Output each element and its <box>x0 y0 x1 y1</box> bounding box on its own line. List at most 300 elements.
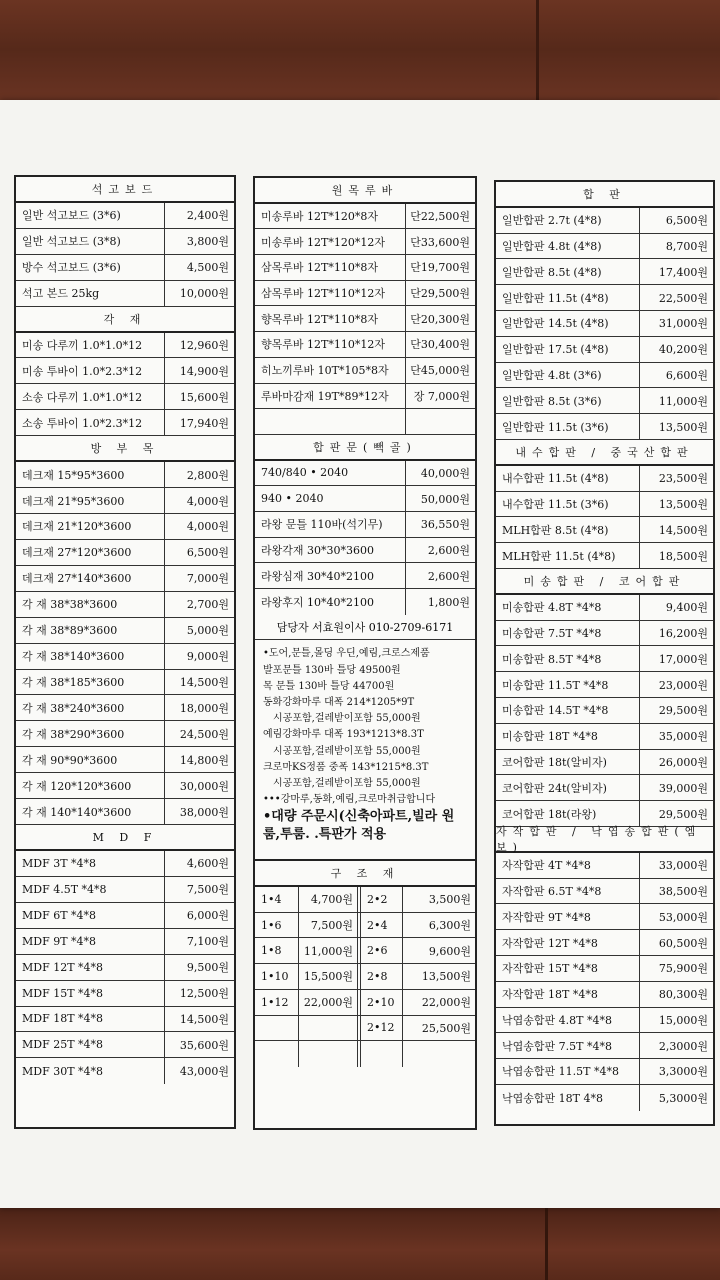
price-row <box>255 332 475 358</box>
price-row <box>496 956 713 982</box>
price-row <box>16 670 234 696</box>
item-name: 데크재 21*95*3600 <box>22 494 125 508</box>
price-row <box>255 281 475 307</box>
price-row <box>16 903 234 929</box>
item-name: 자작합판 12T *4*8 <box>502 936 598 950</box>
price-row <box>496 466 713 492</box>
lumber-price <box>299 1041 361 1067</box>
item-price: 6,000원 <box>164 903 234 928</box>
item-price: 43,000원 <box>164 1058 234 1084</box>
item-name: MDF 12T *4*8 <box>22 960 104 974</box>
item-price: 17,940원 <box>164 410 234 435</box>
price-row <box>16 203 234 229</box>
item-price: 14,500원 <box>639 517 713 542</box>
price-row <box>496 285 713 311</box>
item-name: 일반합판 17.5t (4*8) <box>502 343 609 357</box>
structural-row <box>255 887 475 913</box>
price-row <box>255 306 475 332</box>
item-price: 2,700원 <box>164 592 234 617</box>
price-row <box>16 851 234 877</box>
item-price: 16,200원 <box>639 621 713 646</box>
price-row <box>16 229 234 255</box>
item-price: 단19,700원 <box>405 255 475 280</box>
item-price: 7,000원 <box>164 566 234 591</box>
item-price: 22,500원 <box>639 285 713 310</box>
price-row <box>255 204 475 230</box>
contact-row <box>255 615 475 641</box>
lumber-size <box>255 1016 299 1041</box>
price-row <box>496 311 713 337</box>
price-column-left <box>14 175 236 1129</box>
price-row <box>16 721 234 747</box>
item-price: 5,3000원 <box>639 1085 713 1111</box>
lumber-size: 2•2 <box>361 887 403 912</box>
item-price: 80,300원 <box>639 982 713 1007</box>
item-price: 14,800원 <box>164 747 234 772</box>
item-name: 일반 석고보드 (3*8) <box>22 235 121 249</box>
price-row <box>16 566 234 592</box>
structural-row <box>255 913 475 939</box>
item-price: 14,500원 <box>164 670 234 695</box>
section-header: 미송합판 / 코어합판 <box>496 569 713 595</box>
section-header: 내수합판 / 중국산합판 <box>496 440 713 466</box>
item-price: 2,3000원 <box>639 1033 713 1058</box>
item-price: 38,500원 <box>639 879 713 904</box>
item-name: 일반합판 4.8t (4*8) <box>502 239 602 253</box>
price-row <box>496 982 713 1008</box>
price-row <box>496 414 713 440</box>
item-name: MDF 18T *4*8 <box>22 1012 104 1026</box>
item-name: 라왕 문틀 110바(석기무) <box>261 518 383 532</box>
section-header: 방 부 목 <box>16 436 234 462</box>
lumber-price: 4,700원 <box>299 887 361 912</box>
price-row <box>496 517 713 543</box>
item-price: 26,000원 <box>639 750 713 775</box>
item-name: 각 재 38*38*3600 <box>22 598 118 612</box>
price-row <box>496 363 713 389</box>
item-name: 낙엽송합판 4.8T *4*8 <box>502 1013 612 1027</box>
item-name: 각 재 38*240*3600 <box>22 701 125 715</box>
section-header: 원목루바 <box>255 178 475 204</box>
item-name: 히노끼루바 10T*105*8자 <box>261 364 389 378</box>
item-price: 7,100원 <box>164 929 234 954</box>
price-row <box>16 747 234 773</box>
item-name: 자작합판 9T *4*8 <box>502 910 591 924</box>
price-row <box>16 358 234 384</box>
item-name: 코어합판 18t(라왕) <box>502 807 597 821</box>
section-header: M D F <box>16 825 234 851</box>
item-price: 30,000원 <box>164 773 234 798</box>
price-row <box>16 981 234 1007</box>
bulk-order-note: •대량 주문시(신축아파트,빌라 원룸,투룸. .특판가 적용 <box>263 809 455 843</box>
item-price: 단22,500원 <box>405 204 475 229</box>
item-name: 데크재 21*120*3600 <box>22 520 132 534</box>
price-row <box>496 595 713 621</box>
item-price: 2,600원 <box>405 563 475 588</box>
note-line: 발포문틀 130바 틀당 49500원 <box>263 664 401 676</box>
section-header: 합 판 <box>496 182 713 208</box>
item-price: 3,3000원 <box>639 1059 713 1084</box>
item-name: 낙엽송합판 7.5T *4*8 <box>502 1039 612 1053</box>
wood-seam <box>536 0 539 110</box>
price-row <box>16 1007 234 1033</box>
price-row <box>16 955 234 981</box>
price-row <box>496 750 713 776</box>
item-name: 미송합판 4.8T *4*8 <box>502 601 602 615</box>
price-row <box>255 486 475 512</box>
price-row <box>255 384 475 410</box>
item-name: 데크재 27*140*3600 <box>22 572 132 586</box>
item-price: 23,500원 <box>639 466 713 491</box>
section-header: 석고보드 <box>16 177 234 203</box>
lumber-price: 15,500원 <box>299 964 361 989</box>
item-name: 미송루바 12T*120*12자 <box>261 235 385 249</box>
item-price: 12,500원 <box>164 981 234 1006</box>
item-price: 4,600원 <box>164 851 234 876</box>
price-row <box>496 879 713 905</box>
price-row <box>16 877 234 903</box>
item-price: 6,500원 <box>639 208 713 233</box>
price-column-middle <box>253 176 477 1130</box>
price-row <box>496 621 713 647</box>
price-row <box>16 281 234 307</box>
item-name: 자작합판 15T *4*8 <box>502 962 598 976</box>
item-name: MLH합판 8.5t (4*8) <box>502 523 609 537</box>
item-price: 10,000원 <box>164 281 234 306</box>
wood-seam <box>545 1205 548 1280</box>
item-name: MDF 25T *4*8 <box>22 1038 104 1052</box>
item-price: 36,550원 <box>405 512 475 537</box>
item-price: 8,700원 <box>639 234 713 259</box>
item-price: 35,000원 <box>639 724 713 749</box>
item-price: 2,800원 <box>164 462 234 487</box>
item-name: 미송합판 18T *4*8 <box>502 730 598 744</box>
item-price: 15,000원 <box>639 1008 713 1033</box>
item-price: 7,500원 <box>164 877 234 902</box>
item-price: 6,500원 <box>164 540 234 565</box>
item-price: 40,200원 <box>639 337 713 362</box>
price-row <box>496 724 713 750</box>
lumber-price: 22,000원 <box>421 996 471 1010</box>
item-name: 일반 석고보드 (3*6) <box>22 209 121 223</box>
item-price: 6,600원 <box>639 363 713 388</box>
contact-text: 담당자 서효원이사 010-2709-6171 <box>276 621 454 635</box>
item-price: 15,600원 <box>164 384 234 409</box>
item-price: 40,000원 <box>405 461 475 486</box>
item-price: 14,500원 <box>164 1007 234 1032</box>
item-name: 향목루바 12T*110*12자 <box>261 338 385 352</box>
item-name: 삼목루바 12T*110*8자 <box>261 261 378 275</box>
item-price <box>405 409 475 434</box>
item-price: 단45,000원 <box>405 358 475 383</box>
lumber-size: 1•10 <box>255 964 299 989</box>
lumber-price: 9,600원 <box>428 944 471 958</box>
item-name: 자작합판 4T *4*8 <box>502 859 591 873</box>
price-row <box>496 1008 713 1034</box>
structural-row <box>255 1041 475 1067</box>
wood-background-bottom <box>0 1205 720 1280</box>
price-row <box>16 929 234 955</box>
price-row <box>496 672 713 698</box>
note-line: 시공포함,걸레받이포함 55,000원 <box>273 713 421 725</box>
item-name: 내수합판 11.5t (4*8) <box>502 472 609 486</box>
item-price: 75,900원 <box>639 956 713 981</box>
item-price: 9,400원 <box>639 595 713 620</box>
price-row <box>16 773 234 799</box>
price-row <box>16 644 234 670</box>
price-row <box>496 1085 713 1111</box>
note-line: •도어,문틀,몰딩 우딘,예림,크로스제품 <box>263 648 430 660</box>
price-row <box>16 618 234 644</box>
item-price: 2,600원 <box>405 538 475 563</box>
price-row <box>16 410 234 436</box>
item-price: 4,500원 <box>164 255 234 280</box>
item-name: 삼목루바 12T*110*12자 <box>261 287 385 301</box>
lumber-size: 2•6 <box>361 938 403 963</box>
structural-row <box>255 964 475 990</box>
item-name: MDF 30T *4*8 <box>22 1064 104 1078</box>
price-row <box>255 538 475 564</box>
item-name: 일반합판 2.7t (4*8) <box>502 214 602 228</box>
lumber-size: 1•6 <box>255 913 299 938</box>
price-row <box>255 229 475 255</box>
item-name: MLH합판 11.5t (4*8) <box>502 549 616 563</box>
price-row <box>255 409 475 435</box>
note-line: 예림강화마루 대폭 193*1213*8.3T <box>263 729 424 741</box>
item-price: 12,960원 <box>164 333 234 358</box>
item-name: MDF 9T *4*8 <box>22 934 97 948</box>
item-name: 일반합판 14.5t (4*8) <box>502 317 609 331</box>
note-line: 시공포함,걸레받이포함 55,000원 <box>273 745 421 757</box>
item-name: 각 재 38*89*3600 <box>22 624 118 638</box>
item-name: 미송합판 7.5T *4*8 <box>502 626 602 640</box>
item-name: 라왕후지 10*40*2100 <box>261 595 374 609</box>
price-row <box>496 234 713 260</box>
item-price: 3,800원 <box>164 229 234 254</box>
item-name: 소송 다루끼 1.0*1.0*12 <box>22 390 143 404</box>
item-name: 향목루바 12T*110*8자 <box>261 312 378 326</box>
price-row <box>16 540 234 566</box>
item-name: 각 재 38*185*3600 <box>22 675 125 689</box>
lumber-price: 6,300원 <box>428 919 471 933</box>
item-price: 14,900원 <box>164 358 234 383</box>
section-header: 구 조 재 <box>255 861 475 887</box>
item-price: 33,000원 <box>639 853 713 878</box>
item-price: 17,400원 <box>639 259 713 284</box>
item-name: 소송 투바이 1.0*2.3*12 <box>22 416 143 430</box>
price-row <box>16 514 234 540</box>
lumber-price: 7,500원 <box>299 913 361 938</box>
item-price: 50,000원 <box>405 486 475 511</box>
item-price: 11,000원 <box>639 388 713 413</box>
section-header: 자작합판 / 낙엽송합판(엠보) <box>496 827 713 853</box>
price-row <box>496 904 713 930</box>
structural-row <box>255 990 475 1016</box>
item-name: 미송합판 11.5T *4*8 <box>502 678 609 692</box>
price-row <box>16 1058 234 1084</box>
item-name: 각 재 38*290*3600 <box>22 727 125 741</box>
item-name: 자작합판 6.5T *4*8 <box>502 884 602 898</box>
price-row <box>496 543 713 569</box>
price-row <box>496 698 713 724</box>
price-row <box>16 1032 234 1058</box>
lumber-size <box>255 1041 299 1067</box>
note-line: 동화강화마루 대폭 214*1205*9T <box>263 696 415 708</box>
lumber-size: 2•10 <box>361 990 403 1015</box>
item-price: 5,000원 <box>164 618 234 643</box>
price-row <box>255 358 475 384</box>
item-price: 18,000원 <box>164 695 234 720</box>
note-line: 시공포함,걸레받이포함 55,000원 <box>273 778 421 789</box>
item-price: 39,000원 <box>639 775 713 800</box>
item-name: 낙엽송합판 18T 4*8 <box>502 1091 603 1105</box>
item-name: 미송루바 12T*120*8자 <box>261 210 378 224</box>
item-name: 일반합판 8.5t (3*6) <box>502 394 602 408</box>
lumber-price: 22,000원 <box>299 990 361 1015</box>
price-row <box>496 388 713 414</box>
item-name: 내수합판 11.5t (3*6) <box>502 497 609 511</box>
lumber-price <box>403 1041 475 1067</box>
notes-block <box>255 640 475 861</box>
item-name: 코어합판 24t(알비자) <box>502 781 607 795</box>
price-list-sheet <box>0 100 720 1208</box>
lumber-size: 1•8 <box>255 938 299 963</box>
price-row <box>16 799 234 825</box>
lumber-size: 2•12 <box>361 1016 403 1041</box>
item-name: 데크재 15*95*3600 <box>22 468 125 482</box>
item-price: 31,000원 <box>639 311 713 336</box>
item-name: 각 재 140*140*3600 <box>22 805 132 819</box>
item-price: 35,600원 <box>164 1032 234 1057</box>
price-row <box>255 589 475 615</box>
note-line: •••강마루,동화,예림,크로마취급합니다 <box>263 794 436 806</box>
item-name: 미송합판 8.5T *4*8 <box>502 652 602 666</box>
structural-row <box>255 938 475 964</box>
note-line: 목 문틀 130바 틀당 44700원 <box>263 680 395 692</box>
price-row <box>16 592 234 618</box>
item-name: 낙엽송합판 11.5T *4*8 <box>502 1065 619 1079</box>
lumber-size: 1•4 <box>255 887 299 912</box>
item-name: 라왕각재 30*30*3600 <box>261 543 374 557</box>
item-name: 940 • 2040 <box>261 492 324 506</box>
price-row <box>496 1059 713 1085</box>
item-price: 2,400원 <box>164 203 234 228</box>
price-row <box>496 492 713 518</box>
item-name: MDF 4.5T *4*8 <box>22 882 107 896</box>
item-price: 1,800원 <box>405 589 475 615</box>
item-name: MDF 6T *4*8 <box>22 908 97 922</box>
item-price: 단20,300원 <box>405 306 475 331</box>
price-row <box>16 488 234 514</box>
lumber-size: 2•8 <box>361 964 403 989</box>
item-name: 일반합판 11.5t (3*6) <box>502 420 609 434</box>
item-name: 미송 다루끼 1.0*1.0*12 <box>22 338 143 352</box>
item-price: 18,500원 <box>639 543 713 568</box>
lumber-price: 11,000원 <box>299 938 361 963</box>
price-row <box>255 461 475 487</box>
lumber-price <box>299 1016 361 1041</box>
item-name: 데크재 27*120*3600 <box>22 546 132 560</box>
item-name: MDF 15T *4*8 <box>22 986 104 1000</box>
item-name: MDF 3T *4*8 <box>22 856 97 870</box>
price-column-right <box>494 180 715 1126</box>
item-price: 단33,600원 <box>405 229 475 254</box>
item-name: 740/840 • 2040 <box>261 466 349 480</box>
item-price: 38,000원 <box>164 799 234 824</box>
item-price: 단30,400원 <box>405 332 475 357</box>
item-price: 4,000원 <box>164 514 234 539</box>
price-row <box>16 695 234 721</box>
price-row <box>16 384 234 410</box>
price-row <box>496 775 713 801</box>
price-row <box>496 337 713 363</box>
item-price: 4,000원 <box>164 488 234 513</box>
item-name: 일반합판 8.5t (4*8) <box>502 265 602 279</box>
item-name: 석고 본드 25kg <box>22 287 100 301</box>
item-price: 9,500원 <box>164 955 234 980</box>
item-price: 17,000원 <box>639 646 713 671</box>
price-row <box>496 853 713 879</box>
item-name: 라왕심재 30*40*2100 <box>261 569 374 583</box>
price-row <box>496 259 713 285</box>
lumber-size <box>361 1041 403 1067</box>
section-header: 합판문(빽골) <box>255 435 475 461</box>
lumber-price: 13,500원 <box>421 970 471 984</box>
item-price: 24,500원 <box>164 721 234 746</box>
item-price: 29,500원 <box>639 698 713 723</box>
price-row <box>16 255 234 281</box>
item-name: 자작합판 18T *4*8 <box>502 988 598 1002</box>
item-price: 29,500원 <box>639 801 713 826</box>
item-name: 일반합판 4.8t (3*6) <box>502 368 602 382</box>
price-row <box>255 563 475 589</box>
price-row <box>16 462 234 488</box>
item-price: 23,000원 <box>639 672 713 697</box>
item-price: 장 7,000원 <box>405 384 475 409</box>
item-price: 53,000원 <box>639 904 713 929</box>
item-price: 단29,500원 <box>405 281 475 306</box>
wood-background-top <box>0 0 720 110</box>
price-row <box>496 930 713 956</box>
price-row <box>16 333 234 359</box>
structural-row <box>255 1016 475 1042</box>
price-row <box>255 255 475 281</box>
note-line: 크로마KS정품 중폭 143*1215*8.3T <box>263 761 429 773</box>
item-price: 13,500원 <box>639 414 713 439</box>
item-name: 코어합판 18t(알비자) <box>502 755 607 769</box>
item-name: 미송합판 14.5T *4*8 <box>502 704 609 718</box>
price-row <box>496 646 713 672</box>
section-header: 각 재 <box>16 307 234 333</box>
item-price: 13,500원 <box>639 492 713 517</box>
item-price: 60,500원 <box>639 930 713 955</box>
price-row <box>255 512 475 538</box>
item-name: 일반합판 11.5t (4*8) <box>502 291 609 305</box>
item-name: 각 재 120*120*3600 <box>22 779 132 793</box>
price-row <box>496 208 713 234</box>
price-row <box>496 1033 713 1059</box>
lumber-price: 25,500원 <box>421 1021 471 1035</box>
item-price: 9,000원 <box>164 644 234 669</box>
item-name: 각 재 38*140*3600 <box>22 650 125 664</box>
lumber-price: 3,500원 <box>428 893 471 907</box>
item-name: 각 재 90*90*3600 <box>22 753 118 767</box>
lumber-size: 1•12 <box>255 990 299 1015</box>
item-name: 루바마감재 19T*89*12자 <box>261 389 389 403</box>
lumber-size: 2•4 <box>361 913 403 938</box>
item-name: 방수 석고보드 (3*6) <box>22 261 121 275</box>
item-name: 미송 투바이 1.0*2.3*12 <box>22 364 143 378</box>
